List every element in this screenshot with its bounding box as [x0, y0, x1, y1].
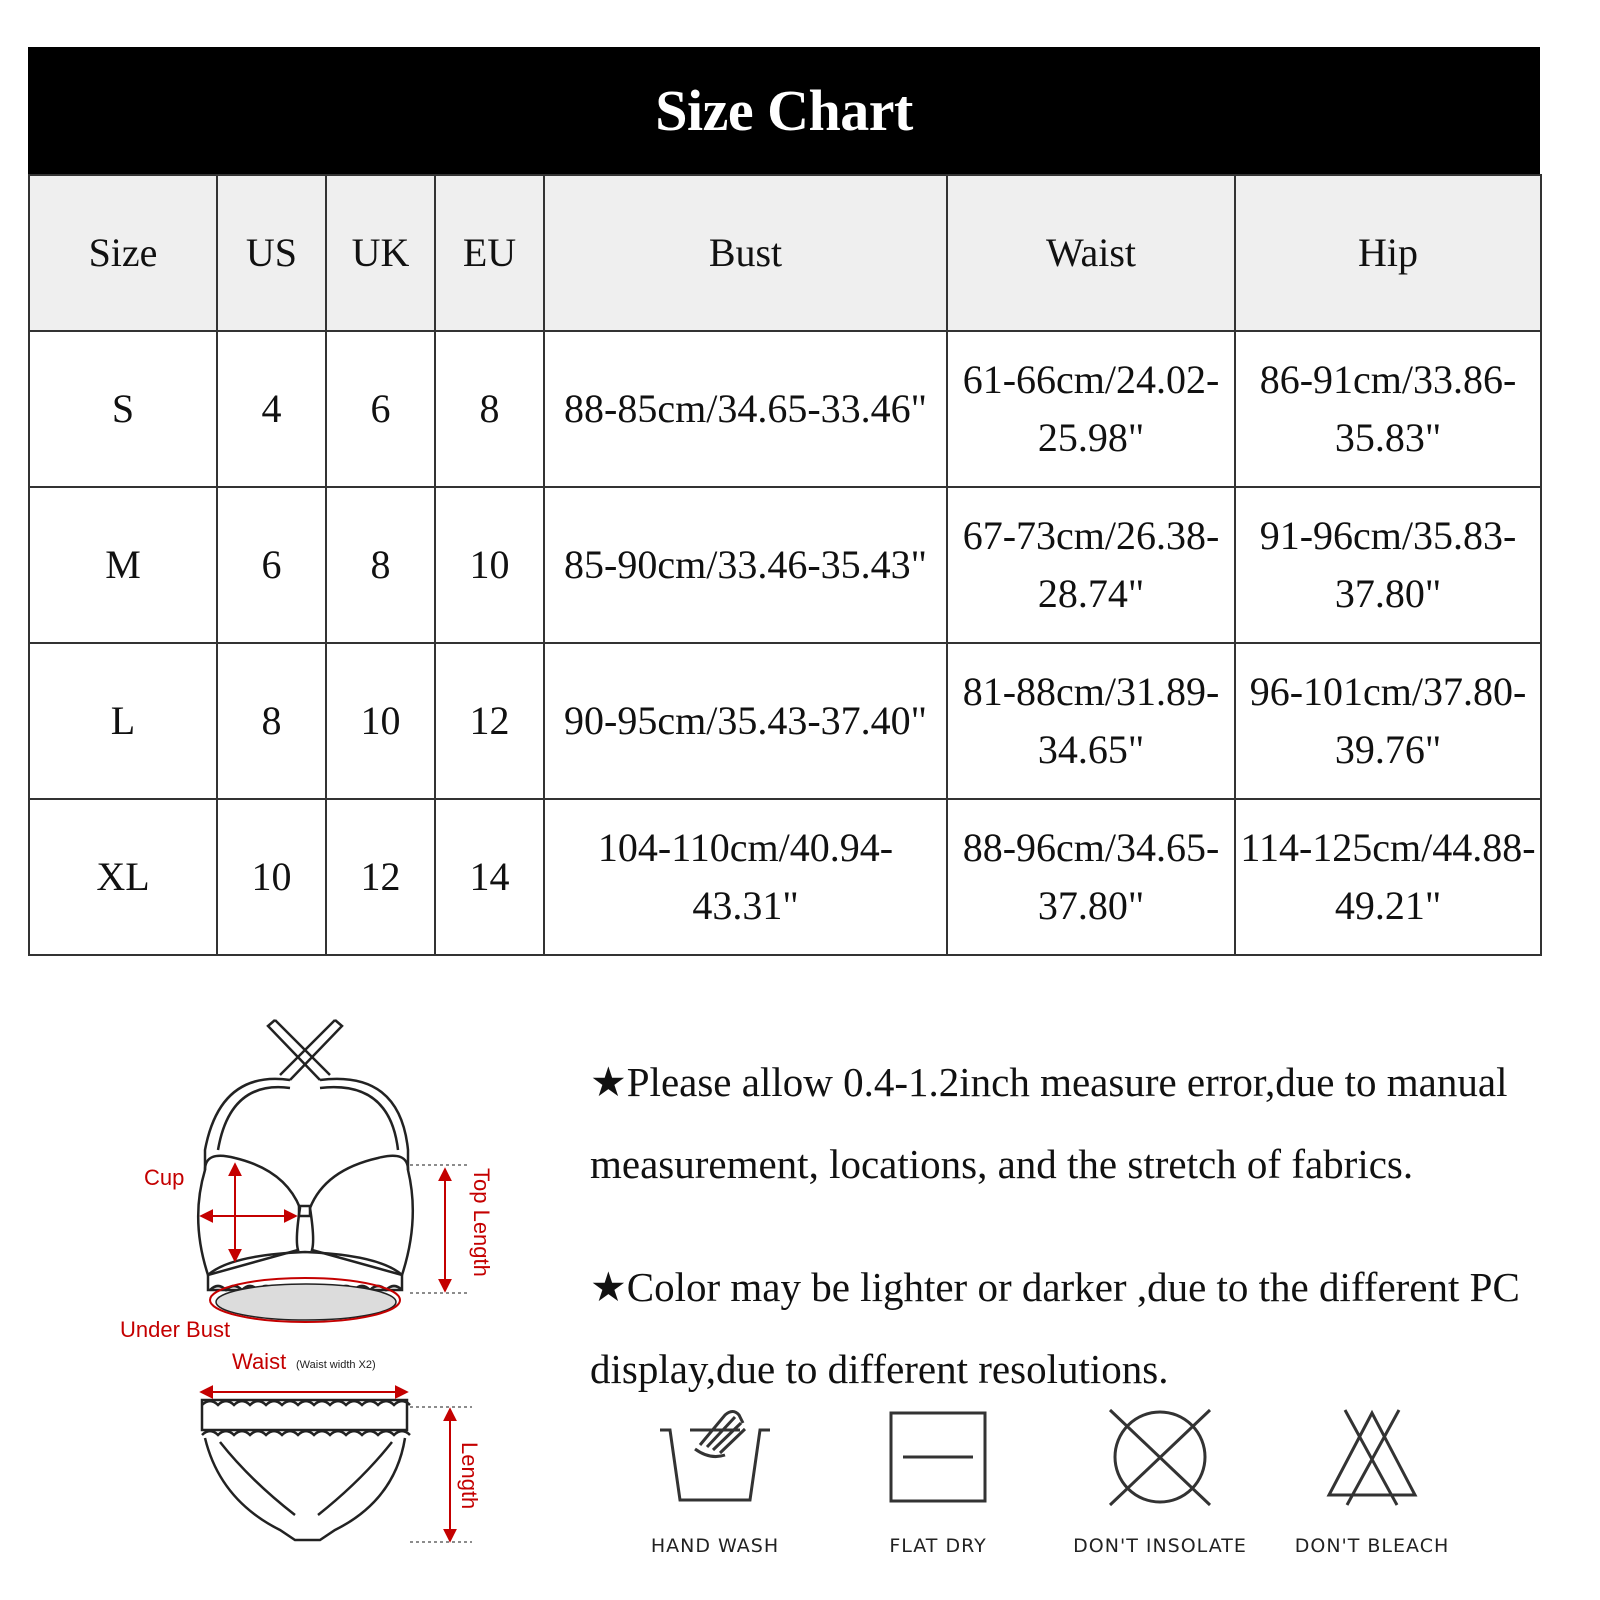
dont-bleach-label: DON'T BLEACH — [1294, 1535, 1450, 1557]
length-label: Length — [457, 1442, 482, 1510]
header-hip: Hip — [1235, 175, 1541, 331]
under-bust-label: Under Bust — [120, 1317, 231, 1342]
header-bust: Bust — [544, 175, 947, 331]
cell-hip — [1235, 487, 1541, 643]
care-dont-bleach — [1272, 1405, 1472, 1575]
cell-waist-line2: 25.98" — [1037, 415, 1145, 460]
table-row — [29, 331, 1541, 487]
cell-hip — [1235, 643, 1541, 799]
cell-size: M — [29, 487, 217, 643]
cell-size: L — [29, 643, 217, 799]
cell-uk: 10 — [326, 643, 435, 799]
cell-hip — [1235, 331, 1541, 487]
bikini-illustration — [110, 1010, 510, 1590]
care-hand-wash — [615, 1405, 815, 1575]
size-table — [28, 174, 1542, 956]
cell-waist-line2: 37.80" — [1037, 883, 1145, 928]
cell-size: S — [29, 331, 217, 487]
cell-hip-line2: 39.76" — [1334, 727, 1442, 772]
cell-waist-line1: 88-96cm/34.65- — [962, 825, 1220, 870]
hand-wash-label: HAND WASH — [650, 1535, 780, 1557]
cell-waist — [947, 487, 1235, 643]
cell-hip-line1: 91-96cm/35.83- — [1259, 513, 1517, 558]
note-measure-error: ★Please allow 0.4-1.2inch measure error,due to manual measurement, locations, and the stretch of fabrics. — [590, 1059, 1508, 1187]
cell-waist — [947, 643, 1235, 799]
cell-bust: 90-95cm/35.43-37.40" — [544, 643, 947, 799]
hand-wash-icon — [655, 1405, 775, 1515]
cell-waist — [947, 331, 1235, 487]
care-dont-insolate — [1060, 1405, 1260, 1575]
cell-us: 8 — [217, 643, 326, 799]
cell-hip — [1235, 799, 1541, 955]
top-length-label: Top Length — [469, 1168, 494, 1277]
cell-waist-line1: 81-88cm/31.89- — [962, 669, 1220, 714]
header-row — [29, 175, 1541, 331]
size-chart — [28, 47, 1540, 956]
cell-hip-line1: 86-91cm/33.86- — [1259, 357, 1517, 402]
cell-eu: 10 — [435, 487, 544, 643]
cell-uk: 8 — [326, 487, 435, 643]
flat-dry-label: FLAT DRY — [889, 1535, 987, 1557]
measurement-diagram — [110, 1010, 510, 1590]
cell-hip-line1: 96-101cm/37.80- — [1249, 669, 1527, 714]
cell-uk: 12 — [326, 799, 435, 955]
notes — [590, 1000, 1580, 1451]
cell-bust: 104-110cm/40.94-43.31" — [544, 799, 947, 955]
cell-eu: 8 — [435, 331, 544, 487]
cell-hip-line2: 35.83" — [1334, 415, 1442, 460]
care-flat-dry — [838, 1405, 1038, 1575]
note-color: ★Color may be lighter or darker ,due to the different PC display,due to different resolutions. — [590, 1264, 1520, 1392]
cell-eu: 14 — [435, 799, 544, 955]
waist-note: (Waist width X2) — [296, 1359, 376, 1371]
header-eu: EU — [435, 175, 544, 331]
cell-us: 4 — [217, 331, 326, 487]
flat-dry-icon — [883, 1405, 993, 1515]
header-size: Size — [29, 175, 217, 331]
cell-uk: 6 — [326, 331, 435, 487]
header-uk: UK — [326, 175, 435, 331]
dont-bleach-icon — [1317, 1405, 1427, 1515]
dont-insolate-icon — [1100, 1405, 1220, 1515]
table-row — [29, 487, 1541, 643]
table-row — [29, 799, 1541, 955]
cell-waist-line1: 61-66cm/24.02- — [962, 357, 1220, 402]
cell-size: XL — [29, 799, 217, 955]
cell-us: 10 — [217, 799, 326, 955]
chart-title: Size Chart — [28, 47, 1540, 174]
cell-bust: 85-90cm/33.46-35.43" — [544, 487, 947, 643]
cell-waist-line1: 67-73cm/26.38- — [962, 513, 1220, 558]
cell-hip-line2: 37.80" — [1334, 571, 1442, 616]
cell-hip-line2: 49.21" — [1334, 883, 1442, 928]
header-us: US — [217, 175, 326, 331]
cup-label: Cup — [144, 1165, 185, 1190]
cell-hip-line1: 114-125cm/44.88- — [1240, 825, 1536, 870]
top-outline — [198, 1020, 413, 1540]
waist-label: Waist — [232, 1349, 287, 1374]
cell-bust: 88-85cm/34.65-33.46" — [544, 331, 947, 487]
cell-us: 6 — [217, 487, 326, 643]
header-waist: Waist — [947, 175, 1235, 331]
cell-eu: 12 — [435, 643, 544, 799]
table-row — [29, 643, 1541, 799]
cell-waist-line2: 28.74" — [1037, 571, 1145, 616]
cell-waist — [947, 799, 1235, 955]
dont-insolate-label: DON'T INSOLATE — [1073, 1535, 1247, 1557]
cell-waist-line2: 34.65" — [1037, 727, 1145, 772]
